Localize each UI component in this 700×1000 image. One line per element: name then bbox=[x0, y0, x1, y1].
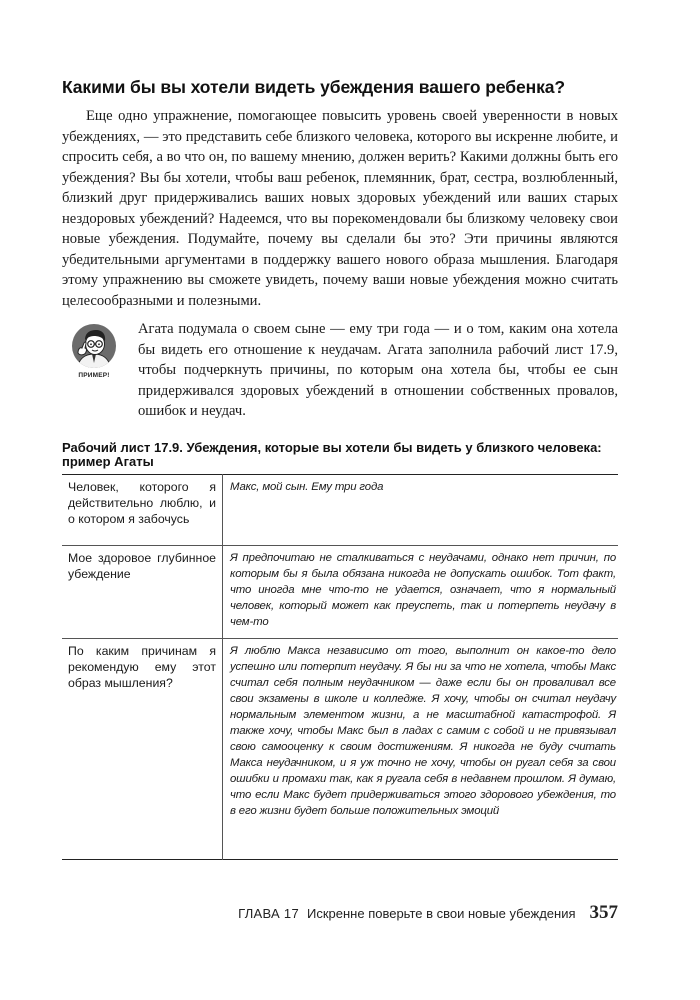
example-icon-wrap bbox=[62, 319, 126, 379]
chapter-title: Искренне поверьте в свои новые убеждения bbox=[307, 906, 576, 921]
table-row bbox=[62, 545, 618, 638]
example-text: Агата подумала о своем сыне — ему три года — и о том, каким она хотела бы видеть его отношение к неудачам. Агата заполнила рабочий лист 17.9, чтобы подчеркнуть причины, по которым она хотела бы, чтобы ее сын придерживался здоровых убеждений в отношении собственных провалов, ошибок и неудач. bbox=[138, 321, 618, 419]
page-content bbox=[62, 76, 618, 860]
example-character-icon bbox=[71, 323, 117, 369]
chapter-label: ГЛАВА 17 bbox=[238, 906, 299, 921]
table-cell-label: Человек, которого я действительно люблю, и о котором я забочусь bbox=[62, 474, 223, 545]
table-row bbox=[62, 638, 618, 859]
table-cell-label: Мое здоровое глубинное убеждение bbox=[62, 545, 223, 638]
table-cell-value: Макс, мой сын. Ему три года bbox=[223, 474, 619, 545]
worksheet-table bbox=[62, 474, 618, 860]
table-row bbox=[62, 474, 618, 545]
table-cell-value: Я люблю Макса независимо от того, выполнит он какое-то дело успешно или потерпит неудачу. Я бы ни за что не хотела, чтобы Макс считал себя полным неудачником — даже если бы он проваливал все свои экзамены в школе и колледже. Я хочу, чтобы он считал неудачу нормальным элементом жизни, а не масштабной катастрофой. Я также хочу, чтобы Макс был в ладах с самим с собой и не привязывал свою самооценку к своим достижениям. Я никогда не буду считать Макса неудачником, и я уж точно не хочу, чтобы он ругал себя за свои ошибки и промахи так, как я ругала себя в недавнем прошлом. Я думаю, что если Макс будет придерживаться этого здорового убеждения, то в его жизни будет больше положительных эмоций bbox=[230, 644, 616, 817]
example-label: ПРИМЕР! bbox=[78, 372, 110, 379]
page-footer bbox=[238, 902, 618, 924]
table-cell-value: Я предпочитаю не сталкиваться с неудачами, однако нет причин, по которым бы я была обязана никогда не допускать ошибок. Тот факт, что иногда мне что-то не удается, означает, что я нормальный человек, который может как преуспеть, так и потерпеть неудачу в чем-то bbox=[223, 545, 619, 638]
worksheet-title: Рабочий лист 17.9. Убеждения, которые вы хотели бы видеть у близкого человека: пример Агаты bbox=[62, 439, 602, 469]
table-cell-label: По каким причинам я рекомендую ему этот образ мышления? bbox=[62, 638, 223, 859]
page-number: 357 bbox=[589, 902, 618, 923]
example-block bbox=[62, 319, 618, 422]
section-title: Какими бы вы хотели видеть убеждения вашего ребенка? bbox=[62, 77, 565, 97]
body-paragraph: Еще одно упражнение, помогающее повысить уровень своей уверенности в новых убеждениях, — это представить себе близкого человека, которого вы искренне любите, и спросить себя, а во что он, по вашему мнению, должен верить? Какими должны быть его убеждения? Вы бы хотели, чтобы ваш ребенок, племянник, брат, сестра, возлюбленный, близкий друг придерживались ваших новых здоровых убеждений или ваших старых нездоровых убеждений? Надеемся, что вы порекомендовали бы близкому человеку свои новые убеждения. Подумайте, почему вы сделали бы это? Эти причины являются убедительными аргументами в поддержку вашего нового образа мышления. Благодаря этому упражнению вы сможете увидеть, почему ваши новые убеждения можно считать целесообразными и полезными. bbox=[62, 108, 618, 309]
